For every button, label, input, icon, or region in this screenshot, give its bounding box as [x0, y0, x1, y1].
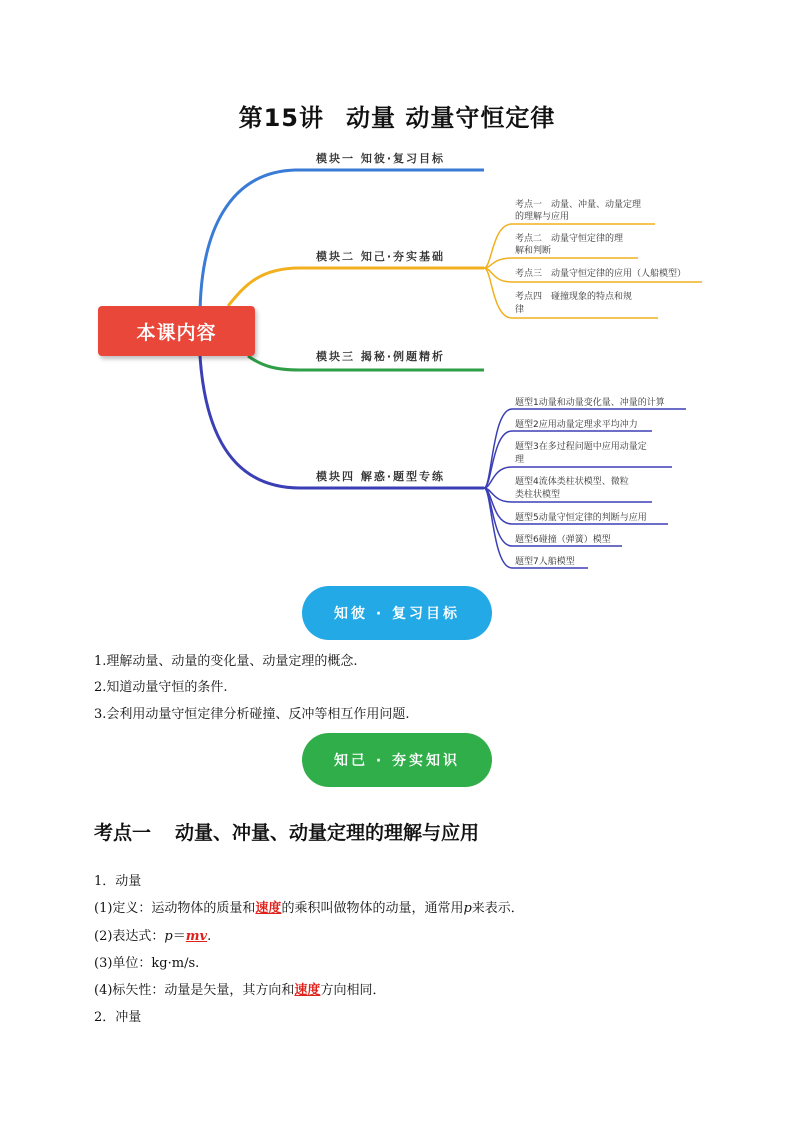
leaf-kaodian-4-line1: 考点四 碰撞现象的特点和规 — [515, 292, 633, 302]
leaf-tixing-4-line1: 题型4流体类柱状模型、微粒 — [515, 477, 629, 487]
branch-4-label: 模块四 解惑·题型专练 — [316, 470, 446, 483]
leaf-tixing-5: 题型5动量守恒定律的判断与应用 — [515, 513, 647, 523]
knowledge-badge: 知己 · 夯实知识 — [302, 733, 492, 787]
def-highlight: 速度 — [255, 901, 282, 916]
objective-item-2: 2.知道动量守恒的条件. — [94, 680, 228, 695]
expr-prefix: (2)表达式： — [94, 929, 165, 944]
leaf-kaodian-2-line1: 考点二 动量守恒定律的理 — [515, 234, 624, 244]
momentum-definition — [94, 897, 524, 916]
leaf-tixing-4-line2: 类柱状模型 — [515, 490, 561, 500]
leaf-kaodian-3: 考点三 动量守恒定律的应用（人船模型） — [515, 269, 687, 279]
impulse-heading: 2．冲量 — [94, 1010, 142, 1025]
branch-1-label: 模块一 知彼·复习目标 — [316, 152, 446, 165]
mindmap-root: 本课内容 — [98, 306, 255, 356]
expr-eq: ＝ — [172, 929, 186, 944]
def-suffix: 来表示． — [471, 901, 524, 916]
leaf-tixing-1: 题型1动量和动量变化量、冲量的计算 — [515, 398, 665, 408]
leaf-tixing-7: 题型7人船模型 — [515, 557, 575, 567]
expr-var: p — [164, 929, 173, 944]
lecture-title: 动量 动量守恒定律 — [346, 104, 556, 132]
momentum-unit: (3)单位：kg·m/s. — [94, 956, 200, 971]
section-title: 动量、冲量、动量定理的理解与应用 — [175, 822, 480, 844]
expr-highlight: mv — [185, 929, 208, 944]
vec-suffix: 方向相同． — [320, 983, 386, 998]
leaf-kaodian-4-line2: 律 — [515, 305, 525, 315]
leaf-tixing-6: 题型6碰撞（弹簧）模型 — [515, 535, 611, 545]
momentum-heading: 1．动量 — [94, 874, 142, 889]
section-heading — [94, 818, 479, 845]
momentum-expression — [94, 925, 211, 944]
objective-item-1: 1.理解动量、动量的变化量、动量定理的概念. — [94, 654, 358, 669]
momentum-vector — [94, 979, 385, 998]
lecture-number: 第15讲 — [238, 104, 325, 132]
branch-3-label: 模块三 揭秘·例题精析 — [316, 350, 446, 363]
branch-2-connector — [228, 268, 484, 306]
leaf-kaodian-2-line2: 解和判断 — [515, 246, 552, 256]
branch-1-connector — [200, 170, 484, 318]
def-mid: 的乘积叫做物体的动量，通常用 — [281, 901, 464, 916]
def-var: p — [463, 901, 472, 916]
vec-highlight: 速度 — [294, 983, 321, 998]
leaf-kaodian-1-line1: 考点一 动量、冲量、动量定理 — [515, 200, 642, 210]
leaf-tixing-3-line1: 题型3在多过程问题中应用动量定 — [515, 442, 647, 452]
vec-prefix: (4)标矢性：动量是矢量，其方向和 — [94, 983, 295, 998]
objective-item-3: 3.会利用动量守恒定律分析碰撞、反冲等相互作用问题. — [94, 707, 410, 722]
leaf-tixing-2: 题型2应用动量定理求平均冲力 — [515, 420, 638, 430]
expr-suffix: . — [207, 929, 212, 944]
branch-2-label: 模块二 知己·夯实基础 — [316, 250, 446, 263]
objectives-badge: 知彼 · 复习目标 — [302, 586, 492, 640]
def-prefix: (1)定义：运动物体的质量和 — [94, 901, 256, 916]
leaf-tixing-3-line2: 理 — [515, 455, 525, 465]
section-number: 考点一 — [94, 822, 152, 844]
leaf-kaodian-1-line2: 的理解与应用 — [515, 212, 570, 222]
